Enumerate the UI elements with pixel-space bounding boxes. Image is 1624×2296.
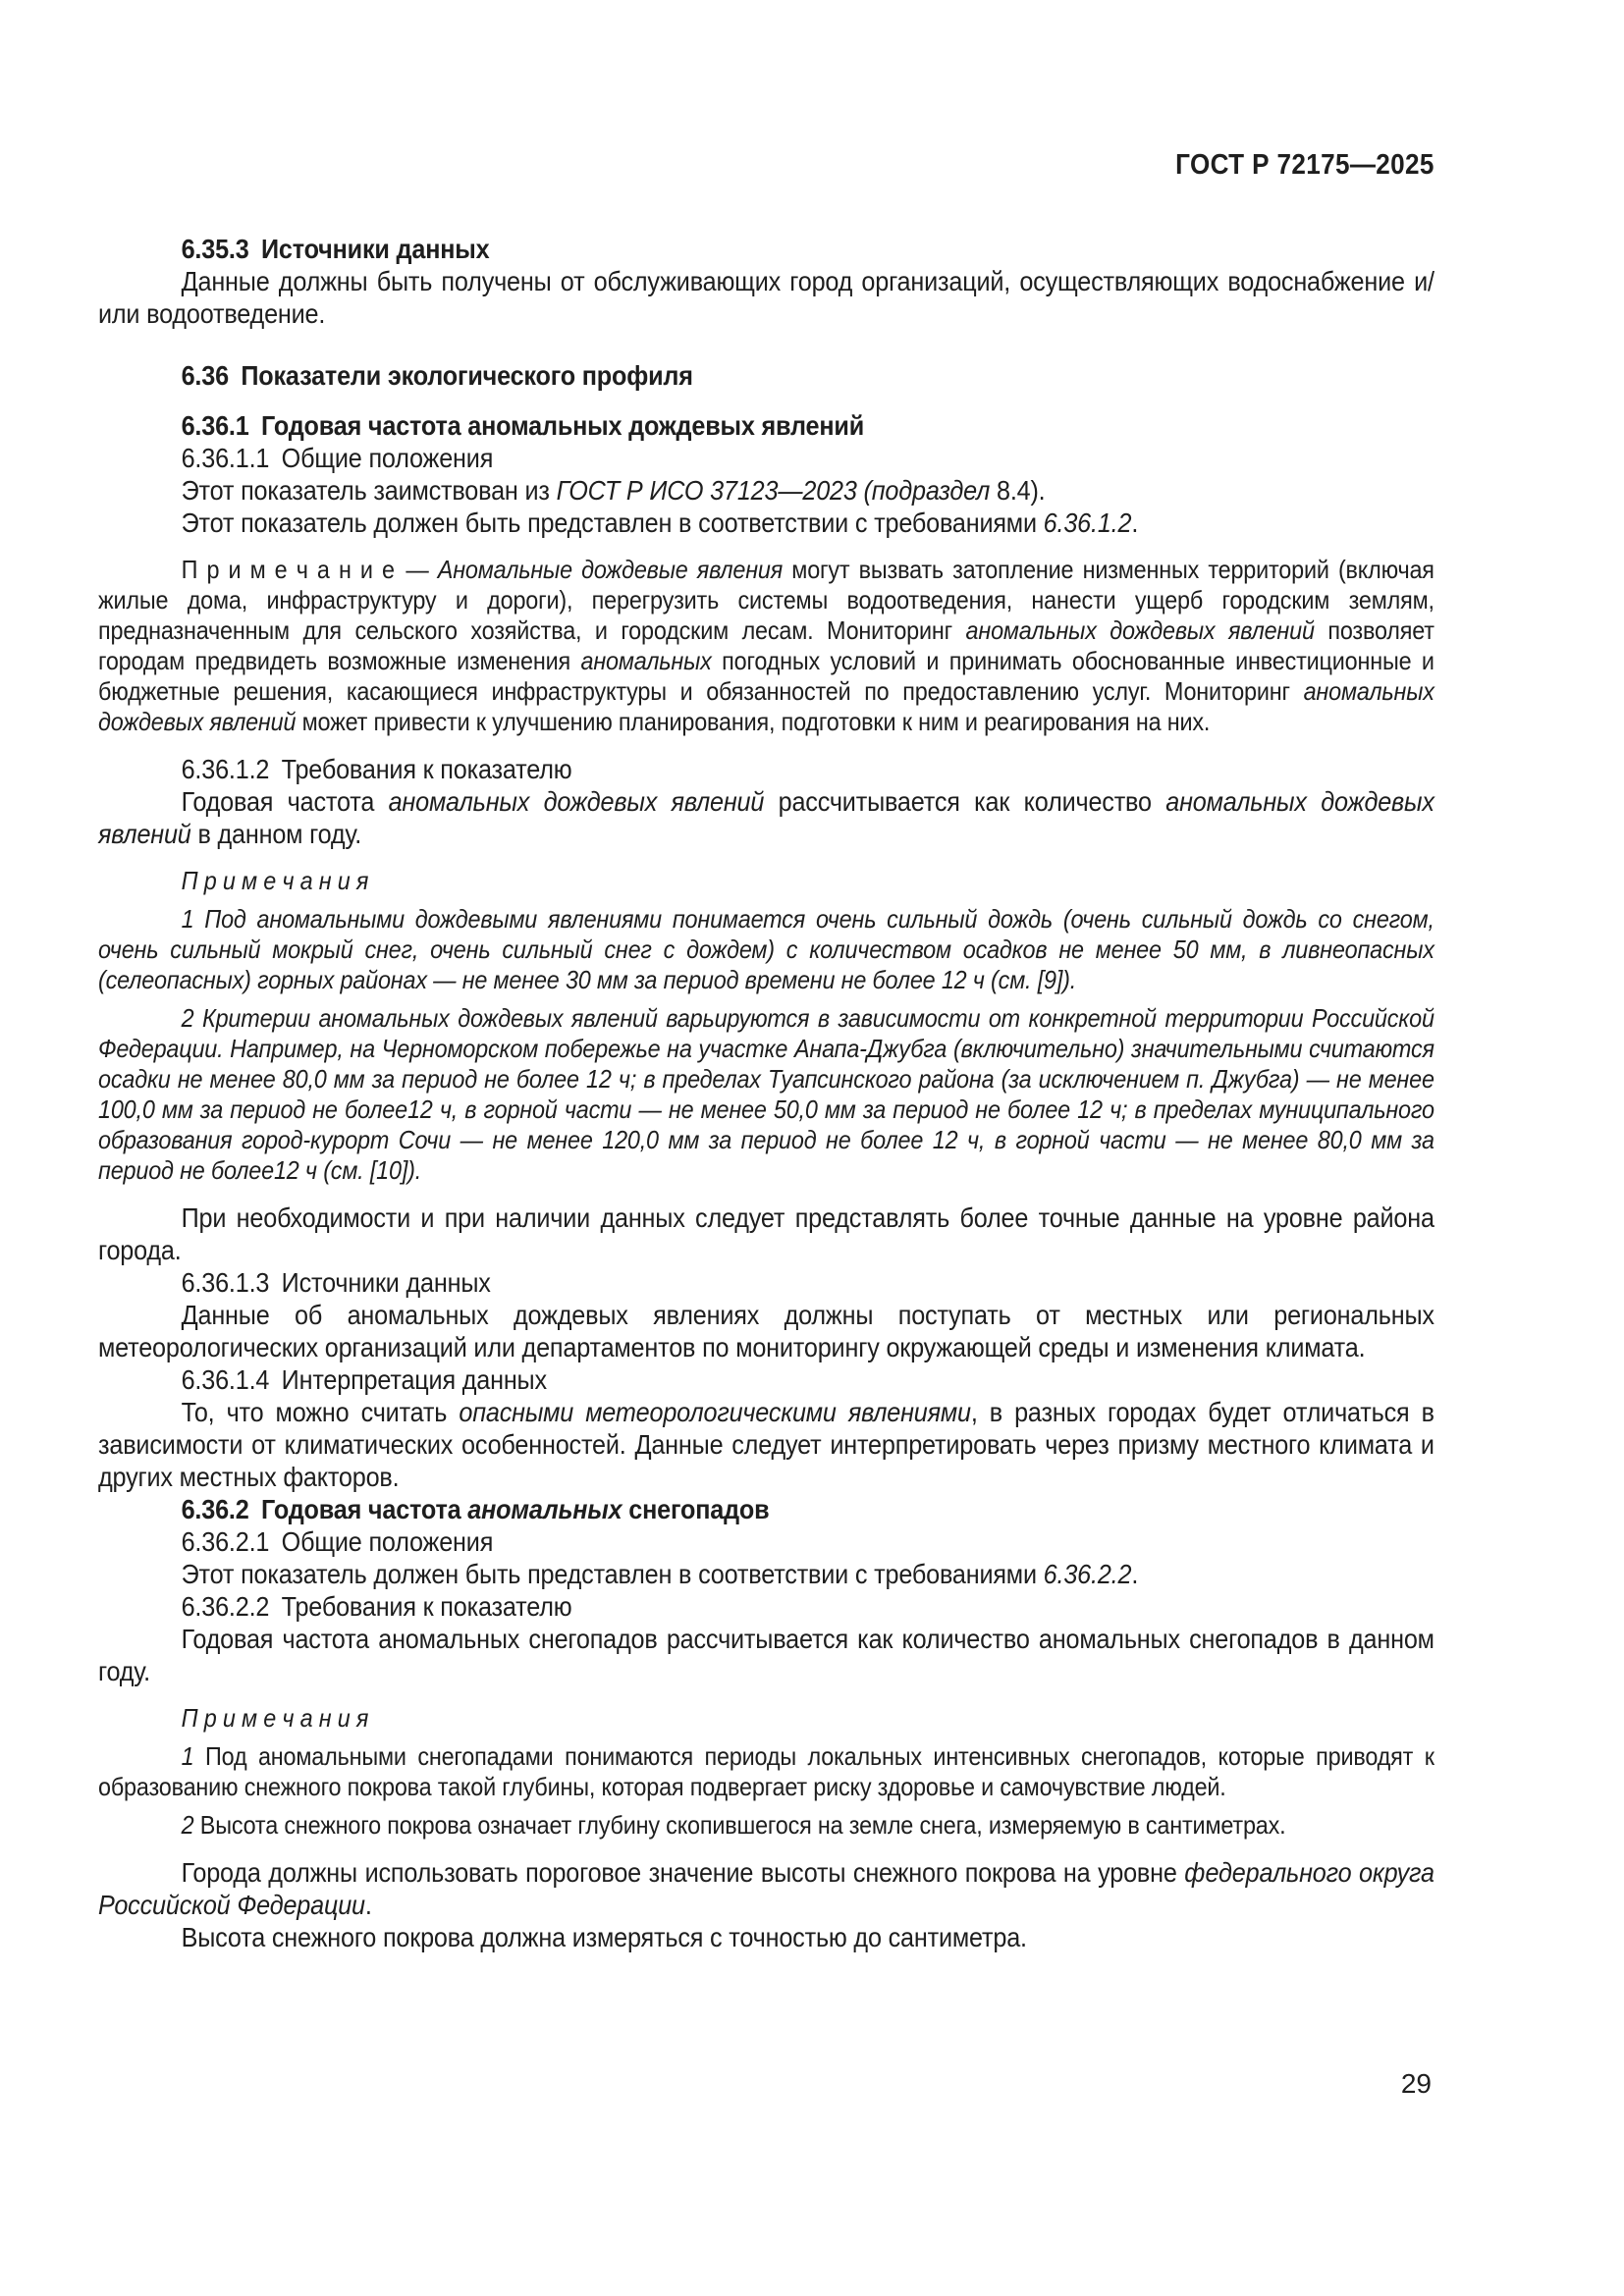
paragraph-meteo-orgs: Данные об аномальных дождевых явлениях должны поступать от местных или региональных метеорологических организаций или департаментов по мониторингу окружающей среды и изменения климата. xyxy=(98,1300,1435,1362)
paragraph-requirements-ref-2: Этот показатель должен быть представлен в соответствии с требованиями 6.36.2.2. xyxy=(181,1559,1139,1589)
paragraph-annual-frequency-rain: Годовая частота аномальных дождевых явлений рассчитывается как количество аномальных дождевых явлений в данном году. xyxy=(98,786,1435,849)
note-2-rain-criteria: 2 Критерии аномальных дождевых явлений варьируются в зависимости от конкретной территории Российской Федерации. Например, на Черноморском побережье на участке Анапа-Джубга (включительно) значительными считаются осадки не менее 80,0 мм за период не более 12 ч; в пределах Туапсинского района (за исключением п. Джубга) — не менее 100,0 мм за период не более12 ч, в горной части — не менее 50,0 мм за период не более 12 ч; в пределах муниципального образования город-курорт Сочи — не менее 120,0 мм за период не более 12 ч, в горной части — не менее 80,0 мм за период не более12 ч (см. [10]). xyxy=(98,1003,1435,1185)
paragraph-depth-precision: Высота снежного покрова должна измеряться с точностью до сантиметра. xyxy=(181,1922,1027,1952)
paragraph-annual-frequency-snow: Годовая частота аномальных снегопадов рассчитывается как количество аномальных снегопадов в данном году. xyxy=(98,1624,1435,1686)
heading-6-35-3-data-sources: 6.35.3 Источники данных xyxy=(181,234,490,264)
paragraph-requirements-ref-1: Этот показатель должен быть представлен в соответствии с требованиями 6.36.1.2. xyxy=(181,507,1139,538)
paragraph-threshold-federal: Города должны использовать пороговое значение высоты снежного покрова на уровне федерального округа Российской Федерации. xyxy=(98,1857,1435,1920)
notes-label-rain: П р и м е ч а н и я xyxy=(181,866,369,895)
note-1-rain-definition: 1 Под аномальными дождевыми явлениями понимается очень сильный дождь (очень сильный дождь со снегом, очень сильный мокрый снег, очень сильный снег с дождем) с количеством осадков не менее 50 мм, в ливнеопасных (селеопасных) горных районах — не менее 30 мм за период времени не более 12 ч (см. [9]). xyxy=(98,904,1435,994)
paragraph-borrowed-from-iso: Этот показатель заимствован из ГОСТ Р ИСО 37123—2023 (подраздел 8.4). xyxy=(181,475,1046,506)
heading-6-36-1-1-general: 6.36.1.1 Общие положения xyxy=(181,443,494,473)
note-rain-events: П р и м е ч а н и е — Аномальные дождевые явления могут вызвать затопление низменных территорий (включая жилые дома, инфраструктуру и дороги), перегрузить системы водоотведения, нанести ущерб городским землям, предназначенным для сельского хозяйства, и городским лесам. Мониторинг аномальных дождевых явлений позволяет городам предвидеть возможные изменения аномальных погодных условий и принимать обоснованные инвестиционные и бюджетные решения, касающиеся инфраструктуры и обязанностей по предоставлению услуг. Мониторинг аномальных дождевых явлений может привести к улучшению планирования, подготовки к ним и реагирования на них. xyxy=(98,555,1435,736)
heading-6-36-env-profile: 6.36 Показатели экологического профиля xyxy=(181,360,693,391)
paragraph-district-level-data: При необходимости и при наличии данных следует представлять более точные данные на уровне района города. xyxy=(98,1202,1435,1265)
document-code-header: ГОСТ Р 72175—2025 xyxy=(1175,149,1435,181)
heading-6-36-1-2-requirements: 6.36.1.2 Требования к показателю xyxy=(181,754,572,784)
heading-6-36-2-2-requirements: 6.36.2.2 Требования к показателю xyxy=(181,1591,572,1622)
notes-label-snow: П р и м е ч а н и я xyxy=(181,1703,369,1733)
heading-6-36-1-rain-events: 6.36.1 Годовая частота аномальных дождевых явлений xyxy=(181,410,865,441)
page-number: 29 xyxy=(1400,2068,1432,2099)
heading-6-36-1-4-interpretation: 6.36.1.4 Интерпретация данных xyxy=(181,1364,547,1395)
paragraph-water-orgs: Данные должны быть получены от обслуживающих город организаций, осуществляющих водоснабжение и/или водоотведение. xyxy=(98,266,1435,329)
note-2-snow-depth: 2 Высота снежного покрова означает глубину скопившегося на земле снега, измеряемую в сантиметрах. xyxy=(181,1810,1286,1840)
heading-6-36-2-1-general: 6.36.2.1 Общие положения xyxy=(181,1526,494,1557)
paragraph-interpretation-climate: То, что можно считать опасными метеорологическими явлениями, в разных городах будет отличаться в зависимости от климатических особенностей. Данные следует интерпретировать через призму местного климата и других местных факторов. xyxy=(98,1397,1435,1492)
heading-6-36-1-3-data-sources: 6.36.1.3 Источники данных xyxy=(181,1267,491,1298)
heading-6-36-2-snowfalls: 6.36.2 Годовая частота аномальных снегопадов xyxy=(181,1494,770,1524)
note-1-snow-definition: 1 Под аномальными снегопадами понимаются периоды локальных интенсивных снегопадов, которые приводят к образованию снежного покрова такой глубины, которая подвергает риску здоровье и самочувствие людей. xyxy=(98,1741,1435,1801)
page-content xyxy=(98,149,1435,1953)
